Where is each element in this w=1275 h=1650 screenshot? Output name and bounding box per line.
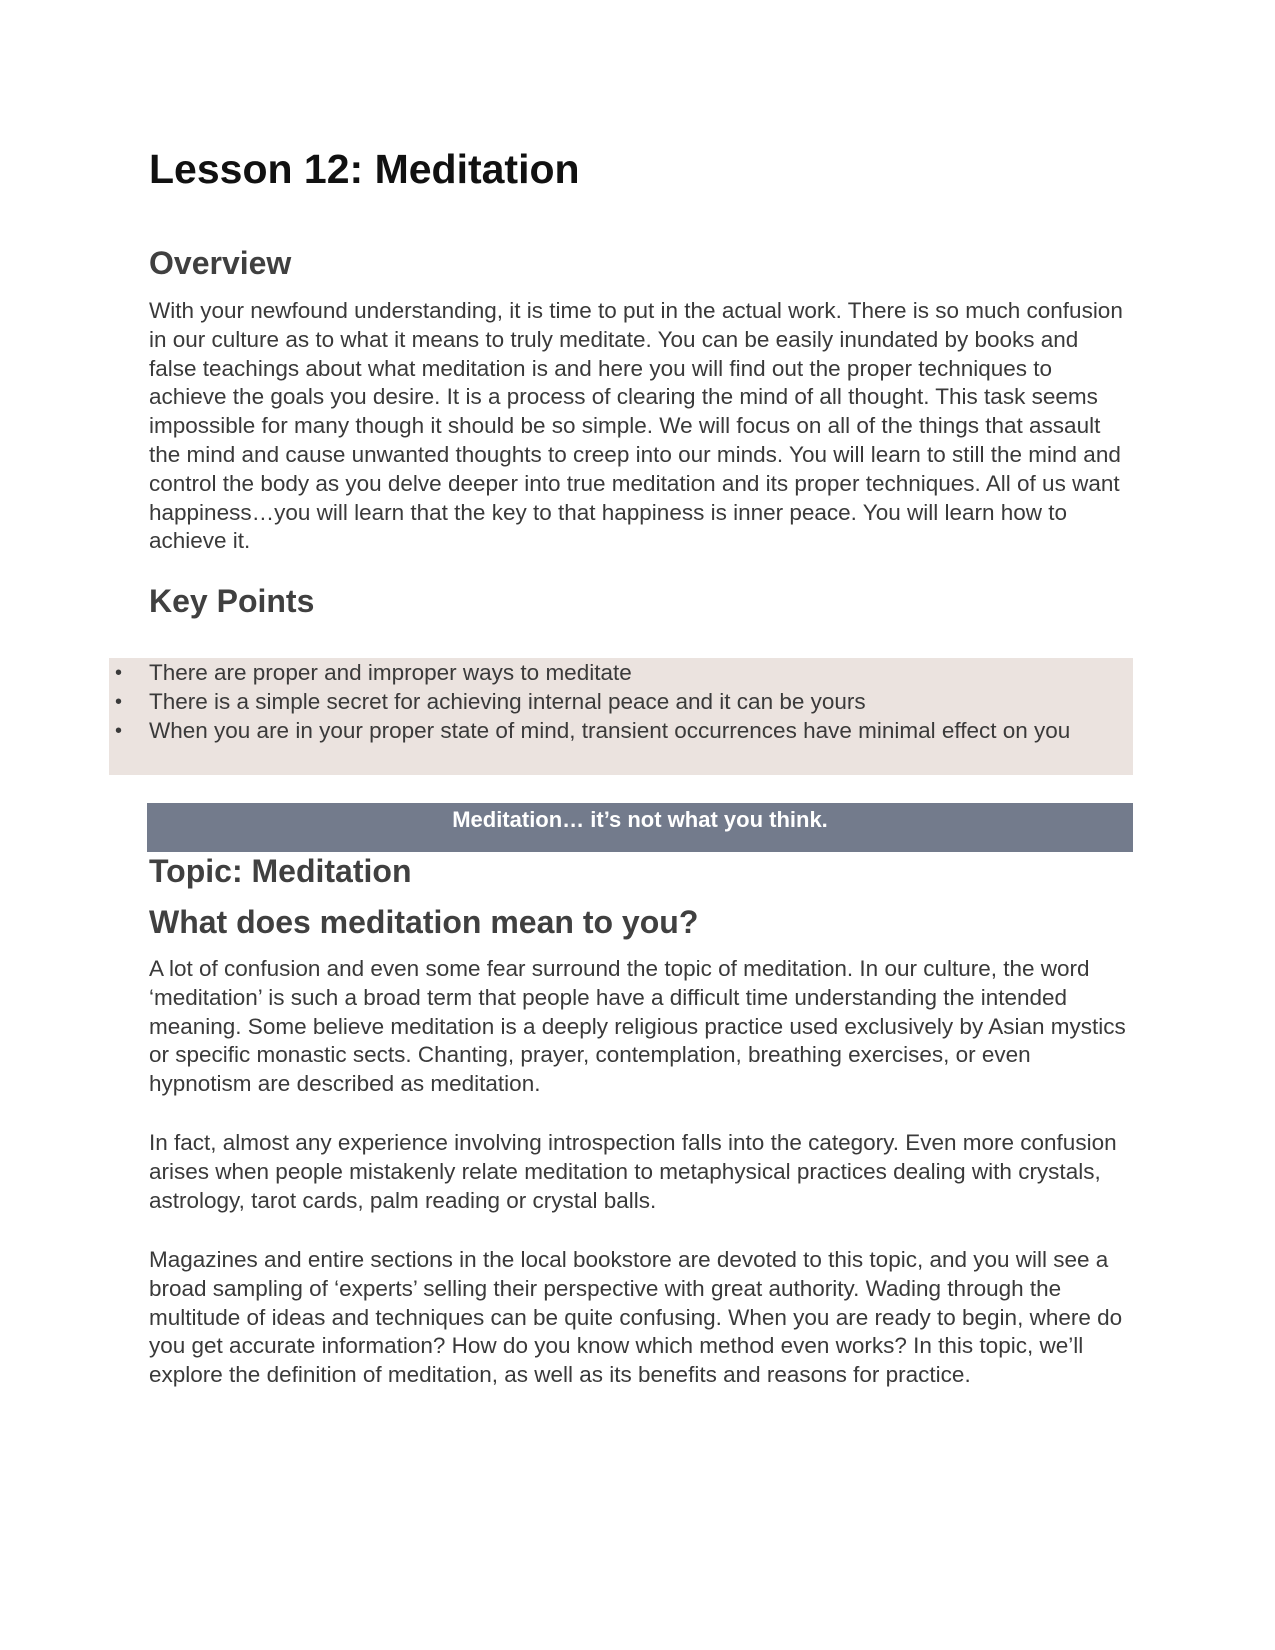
topic-paragraph-3: Magazines and entire sections in the local bookstore are devoted to this topic, and you will see a broad sampling of ‘experts’ selling their perspective with great authority. Wading through the multitude of ideas and techniques can be quite confusing. When you are ready to begin, where do you get accurate information? How do you know which method even works? In this topic, we’ll explore the definition of meditation, as well as its benefits and reasons for practice. [149, 1247, 1123, 1388]
topic-paragraph-2: In fact, almost any experience involving introspection falls into the category. Even more confusion arises when people mistakenly relate meditation to metaphysical practices dealing with crystals, astrology, tarot cards, palm reading or crystal balls. [149, 1130, 1117, 1213]
overview-heading: Overview [149, 245, 292, 281]
bullet-icon: • [115, 690, 123, 713]
section-banner [147, 803, 1133, 852]
key-point-item [109, 717, 1089, 746]
overview-paragraph: With your newfound understanding, it is time to put in the actual work. There is so much confusion in our culture as to what it means to truly meditate. You can be easily inundated by books and false teachings about what meditation is and here you will find out the proper techniques to achieve the goals you desire. It is a process of clearing the mind of all thought. This task seems impossible for many though it should be so simple. We will focus on all of the things that assault the mind and cause unwanted thoughts to creep into our minds. You will learn to still the mind and control the body as you delve deeper into true meditation and its proper techniques. All of us want happiness…you will learn that the key to that happiness is inner peace. You will learn how to achieve it. [149, 298, 1123, 554]
key-point-text: There is a simple secret for achieving internal peace and it can be yours [149, 688, 866, 714]
page-title: Lesson 12: Meditation [149, 146, 580, 192]
banner-text: Meditation… it’s not what you think. [452, 807, 828, 832]
bullet-icon: • [115, 719, 123, 742]
topic-paragraph-1: A lot of confusion and even some fear surround the topic of meditation. In our culture, the word ‘meditation’ is such a broad term that people have a difficult time understanding the intended meaning. Some believe meditation is a deeply religious practice used exclusively by Asian mystics or specific monastic sects. Chanting, prayer, contemplation, breathing exercises, or even hypnotism are described as meditation. [149, 956, 1126, 1097]
bullet-icon: • [115, 662, 123, 684]
topic-subheading: What does meditation mean to you? [149, 904, 699, 940]
key-point-text: There are proper and improper ways to meditate [149, 660, 632, 685]
key-point-text: When you are in your proper state of mind, transient occurrences have minimal effect on you [149, 717, 1071, 743]
key-points-box [109, 658, 1133, 775]
key-point-item [109, 688, 1089, 717]
key-points-heading: Key Points [149, 583, 315, 619]
topic-heading: Topic: Meditation [149, 853, 412, 889]
key-point-item [109, 659, 1089, 688]
key-points-list [109, 658, 1133, 745]
